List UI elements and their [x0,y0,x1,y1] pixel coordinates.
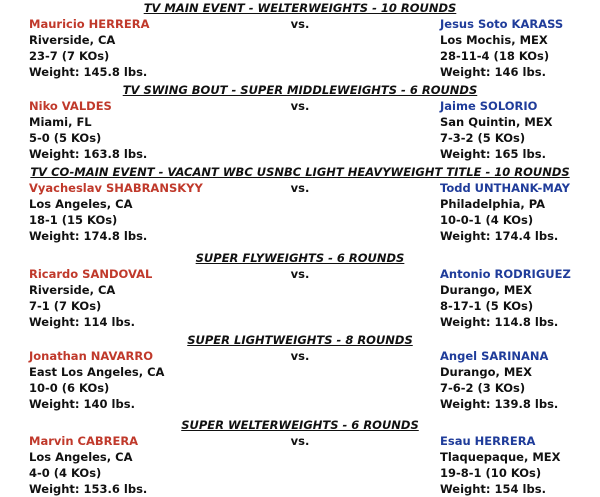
fighter-hometown: Durango, MEX [440,365,533,379]
vs-label: vs. [290,99,310,113]
blue-corner-fighter [440,348,558,412]
fighter-name: Jesus Soto KARASS [440,17,564,31]
fighter-record: 28-11-4 (18 KOs) [440,49,550,63]
fighter-record: 18-1 (15 KOs) [29,213,118,227]
bout-4 [0,250,600,330]
fighter-record: 5-0 (5 KOs) [29,131,102,145]
red-corner-fighter [29,433,147,497]
vs-label: vs. [290,267,310,281]
fighter-weight: Weight: 114.8 lbs. [440,315,559,329]
bout-heading: TV CO-MAIN EVENT - VACANT WBC USNBC LIGHT HEAVYWEIGHT TITLE - 10 ROUNDS [30,165,570,179]
fighter-record: 10-0-1 (4 KOs) [440,213,534,227]
fighter-name: Esau HERRERA [440,434,536,448]
fighter-name: Jonathan NAVARRO [29,349,154,363]
blue-corner-fighter [440,16,563,80]
fighter-hometown: Los Angeles, CA [29,197,133,211]
fighter-record: 4-0 (4 KOs) [29,466,102,480]
fighter-weight: Weight: 146 lbs. [440,65,546,79]
bout-heading: SUPER LIGHTWEIGHTS - 8 ROUNDS [187,333,413,347]
fighter-record: 10-0 (6 KOs) [29,381,110,395]
red-corner-fighter [29,98,147,162]
vs-label: vs. [290,181,310,195]
vs-label: vs. [290,434,310,448]
fighter-weight: Weight: 174.8 lbs. [29,229,148,243]
bout-heading: TV SWING BOUT - SUPER MIDDLEWEIGHTS - 6 ROUNDS [122,83,478,97]
fighter-weight: Weight: 174.4 lbs. [440,229,559,243]
fighter-hometown: San Quintin, MEX [440,115,553,129]
fighter-record: 7-6-2 (3 KOs) [440,381,526,395]
red-corner-fighter [29,266,152,330]
fighter-name: Angel SARINANA [440,349,549,363]
fighter-hometown: Los Angeles, CA [29,450,133,464]
fighter-hometown: Los Mochis, MEX [440,33,548,47]
fighter-hometown: Durango, MEX [440,283,533,297]
bout-5 [0,332,600,412]
fighter-hometown: Tlaquepaque, MEX [440,450,561,464]
blue-corner-fighter [440,266,571,330]
fighter-record: 8-17-1 (5 KOs) [440,299,534,313]
fighter-record: 19-8-1 (10 KOs) [440,466,542,480]
bout-heading: TV MAIN EVENT - WELTERWEIGHTS - 10 ROUNDS [143,1,457,15]
fighter-weight: Weight: 154 lbs. [440,482,546,496]
fighter-name: Jaime SOLORIO [440,99,538,113]
blue-corner-fighter [440,98,553,162]
vs-label: vs. [290,17,310,31]
bout-2 [0,82,600,162]
red-corner-fighter [29,180,203,244]
fighter-hometown: Riverside, CA [29,283,116,297]
blue-corner-fighter [440,180,570,244]
fighter-hometown: East Los Angeles, CA [29,365,165,379]
fighter-name: Antonio RODRIGUEZ [440,267,571,281]
bout-1 [0,0,600,80]
fighter-record: 7-3-2 (5 KOs) [440,131,526,145]
bout-heading: SUPER WELTERWEIGHTS - 6 ROUNDS [181,418,419,432]
fighter-weight: Weight: 165 lbs. [440,147,546,161]
fighter-weight: Weight: 163.8 lbs. [29,147,148,161]
bout-3 [0,164,600,244]
bout-heading: SUPER FLYWEIGHTS - 6 ROUNDS [195,251,405,265]
fighter-record: 23-7 (7 KOs) [29,49,110,63]
fighter-name: Todd UNTHANK-MAY [440,181,570,195]
fighter-name: Marvin CABRERA [29,434,139,448]
fighter-weight: Weight: 114 lbs. [29,315,135,329]
fighter-hometown: Miami, FL [29,115,92,129]
red-corner-fighter [29,16,149,80]
fighter-weight: Weight: 145.8 lbs. [29,65,148,79]
fighter-name: Ricardo SANDOVAL [29,267,153,281]
fighter-hometown: Riverside, CA [29,33,116,47]
red-corner-fighter [29,348,164,412]
fighter-record: 7-1 (7 KOs) [29,299,102,313]
fighter-hometown: Philadelphia, PA [440,197,545,211]
bout-6 [0,417,600,497]
vs-label: vs. [290,349,310,363]
fighter-name: Vyacheslav SHABRANSKYY [29,181,203,195]
fighter-weight: Weight: 139.8 lbs. [440,397,559,411]
fighter-weight: Weight: 153.6 lbs. [29,482,148,496]
blue-corner-fighter [440,433,561,497]
fighter-name: Niko VALDES [29,99,112,113]
fighter-weight: Weight: 140 lbs. [29,397,135,411]
fighter-name: Mauricio HERRERA [29,17,150,31]
